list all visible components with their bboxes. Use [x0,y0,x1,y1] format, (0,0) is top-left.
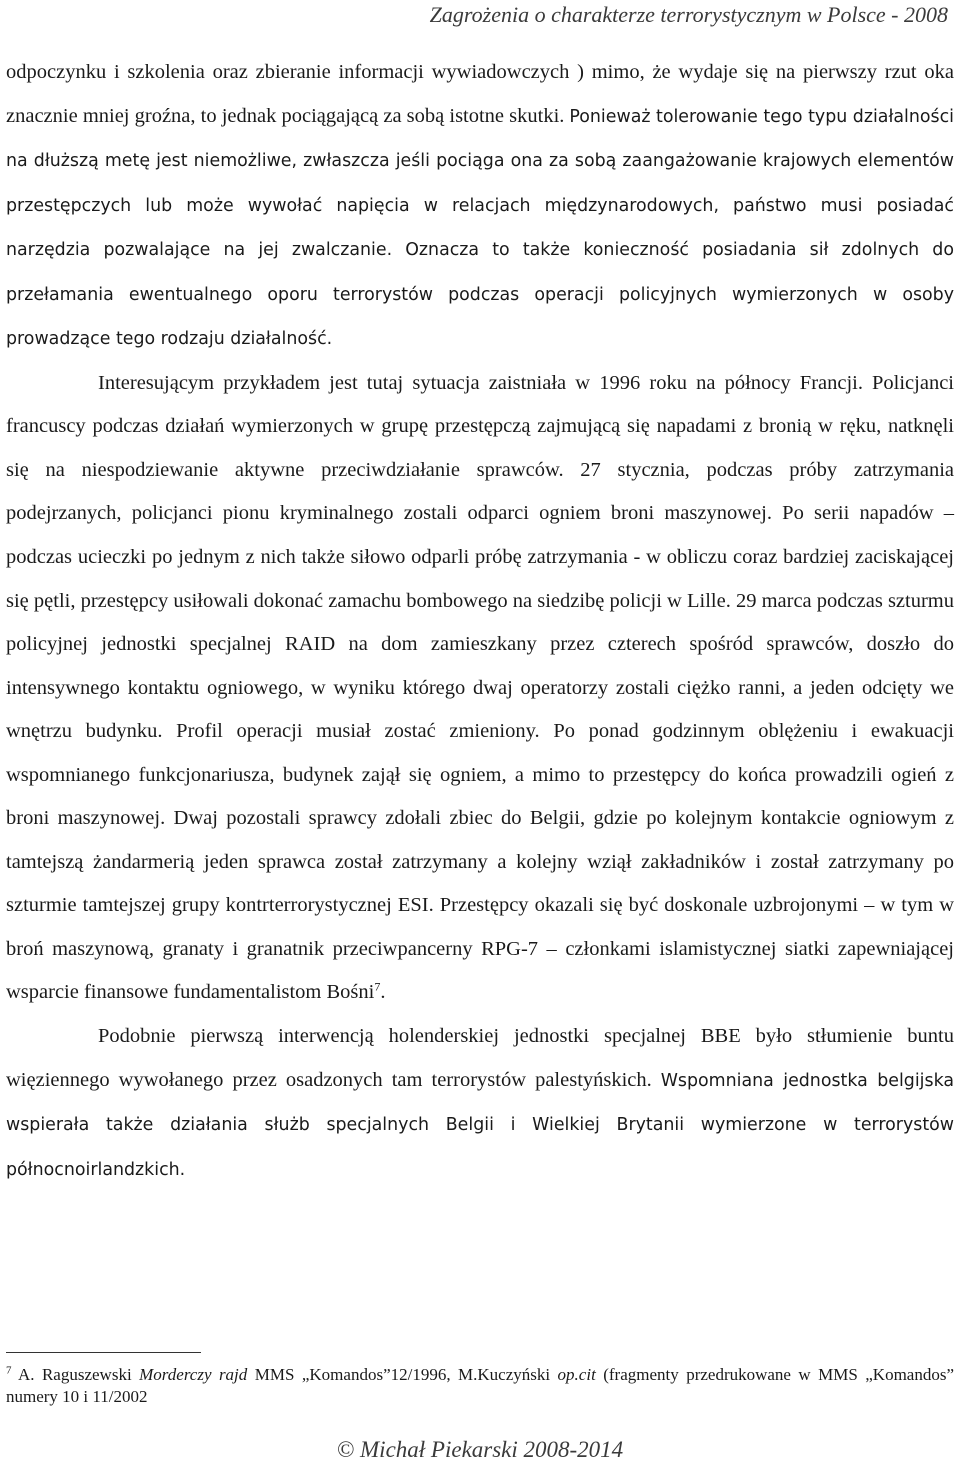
paragraph-3-sans-part: Wspomniana jednostka belgijska wspierała także działania służb specjalnych Belgii i Wielkiej Brytanii wymierzone w terrorystów północnoirlandzkich. [6,1070,954,1180]
paragraph-2-intro: Interesującym przykładem jest tutaj sytuacja zaistniała w 1996 roku na północy Francji. [98,371,863,394]
footnote-text-3: (fragmenty przedrukowane w MMS „Komandos” numery 10 i 11/2002 [6,1365,955,1406]
footnote-text-2: MMS „Komandos”12/1996, M.Kuczyński [247,1365,558,1384]
paragraph-1 [6,51,954,362]
footnote [6,1364,954,1408]
footnote-text-1: A. Raguszewski [11,1365,140,1384]
paragraph-3-serif-part: Podobnie pierwszą interwencją holenderskiej jednostki specjalnej BBE było stłumienie buntu więziennego wywołanego przez osadzonych tam terrorystów palestyńskich. [6,1025,954,1091]
paragraph-2-body: Policjanci francuscy podczas działań wymierzonych w grupę przestępczą zajmującą się napadami z bronią w ręku, natknęli się na niespodziewanie aktywne przeciwdziałanie sprawców. 27 stycznia, podczas próby zatrzymania podejrzanych, policjanci pionu kryminalnego zostali odparci ogniem broni maszynowej. Po serii napadów – podczas ucieczki po jednym z nich także siłowo odparli próbę zatrzymania - w obliczu coraz bardziej zaciskającej się pętli, przestępcy usiłowali dokonać zamachu bombowego na siedzibę policji w Lille. 29 marca podczas szturmu policyjnej jednostki specjalnej RAID na dom zamieszkany przez czterech spośród sprawców, doszło do intensywnego kontaktu ogniowego, w wyniku którego dwaj operatorzy zostali ciężko ranni, a jeden odcięty we wnętrzu budynku. Profil operacji musiał zostać zmieniony. Po ponad godzinnym oblężeniu i ewakuacji wspomnianego funkcjonariusza, budynek zajął się ogniem, a mimo to przestępcy do końca prowadzili ogień z broni maszynowej. Dwaj pozostali sprawcy zdołali zbiec do Belgii, gdzie po kolejnym kontakcie ogniowym z tamtejszą żandarmerią jeden sprawca został zatrzymany a kolejny wziął zakładników i został zatrzymany po szturmie tamtejszej grupy kontrterrorystycznej ESI. Przestępcy okazali się być doskonale uzbrojonymi – w tym w broń maszynową, granaty i granatnik przeciwpancerny RPG-7 – członkami islamistycznej siatki zapewniającej wsparcie finansowe fundamentalistom Bośni [6,371,954,1004]
body-text [6,51,954,1192]
footnote-opcit: op.cit [557,1365,596,1384]
footnote-number: 7 [6,1364,12,1377]
paragraph-2-end: . [380,981,386,1004]
paragraph-2 [6,362,954,1015]
paragraph-1-sans-part: Ponieważ tolerowanie tego typu działalności na dłuższą metę jest niemożliwe, zwłaszcza jeśli pociąga ona za sobą zaangażowanie krajowych elementów przestępczych lub może wywołać napięcia w relacjach międzynarodowych, państwo musi posiadać narzędzia pozwalające na jej zwalczanie. Oznacza to także konieczność posiadania sił zdolnych do przełamania ewentualnego oporu terrorystów podczas operacji policyjnych wymierzonych w osoby prowadzące tego rodzaju działalność. [6,106,954,350]
footnote-reference: 7 [374,979,381,994]
footnote-title: Morderczy rajd [139,1365,248,1384]
running-header: Zagrożenia o charakterze terrorystycznym w Polsce - 2008 [429,2,948,27]
paragraph-3 [6,1015,954,1192]
page-footer: © Michał Piekarski 2008-2014 [336,1437,624,1462]
footnote-divider [6,1352,201,1353]
paragraph-1-serif-part: odpoczynku i szkolenia oraz zbieranie informacji wywiadowczych ) mimo, że wydaje się na pierwszy rzut oka znacznie mniej groźna, to jednak pociągającą za sobą istotne skutki. [6,61,954,127]
